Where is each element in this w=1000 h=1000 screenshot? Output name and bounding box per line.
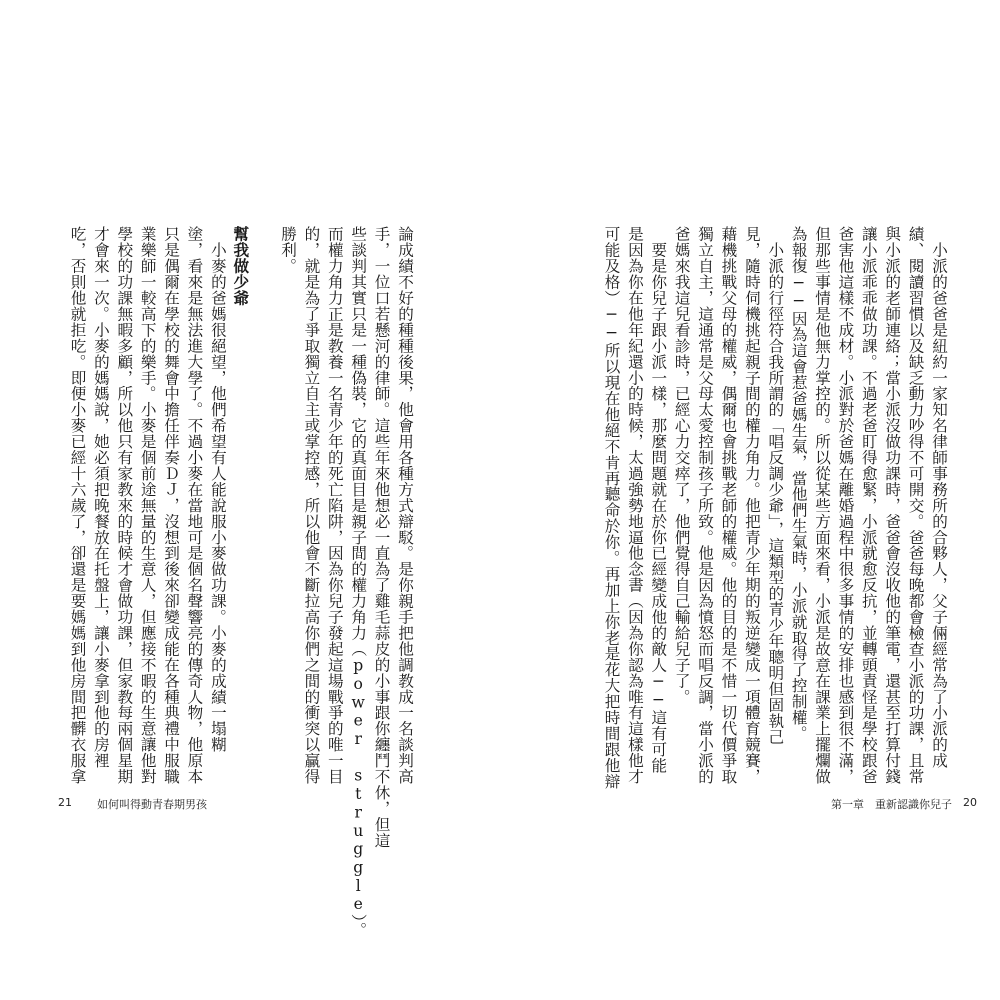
page-number: 20 <box>963 796 977 809</box>
text-column: 而權力角力正是教養一名青少年的死亡陷阱，因為你兒子發起這場戰爭的唯一目 <box>325 226 344 785</box>
text-column: 小派的爸爸是紐約一家知名律師事務所的合夥人，父子倆經常為了小派的成 <box>930 226 948 769</box>
text-column: 些談判其實只是一種偽裝，它的真面目是親子間的權力角力（power struggle）。 <box>349 226 368 938</box>
section-spacer <box>248 226 271 236</box>
text-column: 的，就是為了爭取獨立自主或掌控感，所以他會不斷拉高你們之間的衝突以贏得 <box>302 226 321 785</box>
text-column: 獨立自主，這通常是父母太愛控制孩子所致。他是因為憤怒而唱反調，當小派的 <box>696 226 715 785</box>
text-column: 讓小派乖乖做功課。不過老爸盯得愈緊，小派就愈反抗，並轉頭責怪是學校跟爸 <box>859 226 878 785</box>
text-column: 是因為你在他年紀還小的時候，太過強勢地逼他念書（因為你認為唯有這樣他才 <box>625 226 644 785</box>
section-heading: 幫我做少爺 <box>231 226 251 306</box>
text-column: 但那些事情是他無力掌控的。所以從某些方面來看，小派是故意在課業上擺爛做 <box>813 226 832 785</box>
text-column: 爸媽來我這兒看診時，已經心力交瘁了，他們覺得自己輸給兒子了。 <box>672 226 691 705</box>
text-column: 只是偶爾在學校的舞會中擔任伴奏ＤＪ，沒想到後來卻變成能在各種典禮中服職 <box>162 226 181 785</box>
running-head: 如何叫得動青春期男孩 <box>97 798 207 811</box>
right-page <box>500 0 1000 1000</box>
text-column: 才會來一次。小麥的媽媽說，她必須把晚餐放在托盤上，讓小麥拿到他的房裡 <box>91 226 110 769</box>
text-column: 可能及格）──所以現在他絕不肯再聽命於你。再加上你老是花大把時間跟他辯 <box>602 226 621 790</box>
text-column: 論成績不好的種種後果，他會用各種方式辯駁。是你親手把他調教成一名談判高 <box>396 226 414 785</box>
text-column: 勝利。 <box>279 226 298 274</box>
text-column: 吃，否則他就拒吃。即便小麥已經十六歲了，卻還是要媽媽到他房間把髒衣服拿 <box>68 226 87 785</box>
text-column: 與小派的老師連絡；當小派沒做功課時，爸爸會沒收他的筆電，還甚至打算付錢 <box>883 226 902 785</box>
text-column: 見，隨時伺機挑起親子間的權力角力。他把青少年期的叛逆變成一項體育競賽， <box>742 226 761 785</box>
text-column: 學校的功課無暇多顧，所以他只有家教來的時候才會做功課，但家教每兩個星期 <box>115 226 134 785</box>
text-column: 藉機挑戰父母的權威，偶爾也會挑戰老師的權威。他的目的是不惜一切代價爭取 <box>719 226 738 785</box>
page-number: 21 <box>58 796 72 809</box>
text-column: 小派的行徑符合我所謂的「唱反調少爺」，這類型的青少年聰明但固執己 <box>766 226 785 745</box>
running-head: 第一章 重新認識你兒子 <box>831 798 952 811</box>
text-column: 業樂師一較高下的樂手。小麥是個前途無量的生意人，但應接不暇的生意讓他對 <box>138 226 157 785</box>
text-column: 爸害他這樣不成材。小派對於爸媽在離婚過程中很多事情的安排也感到很不滿， <box>836 226 855 785</box>
right-page-body <box>595 226 948 790</box>
text-column: 手，一位口若懸河的律師。這些年來他想必一直為了雞毛蒜皮的小事跟你纏鬥不休，但這 <box>372 226 391 849</box>
text-column: 為報復──因為這會惹爸媽生氣，當他們生氣時，小派就取得了控制權。 <box>789 226 808 742</box>
text-column: 績、閱讀習慣以及缺乏動力吵得不可開交。爸爸每晚都會檢查小派的功課，且常 <box>906 226 925 785</box>
text-column: 小麥的爸媽很絕望，他們希望有人能說服小麥做功課。小麥的成績一塌糊 <box>208 226 227 753</box>
text-column: 要是你兒子跟小派一樣，那麼問題就在於你已經變成他的敵人──這有可能 <box>649 226 668 774</box>
text-column: 塗，看來是無法進大學了。不過小麥在當地可是個名聲響亮的傳奇人物，他原本 <box>185 226 204 785</box>
